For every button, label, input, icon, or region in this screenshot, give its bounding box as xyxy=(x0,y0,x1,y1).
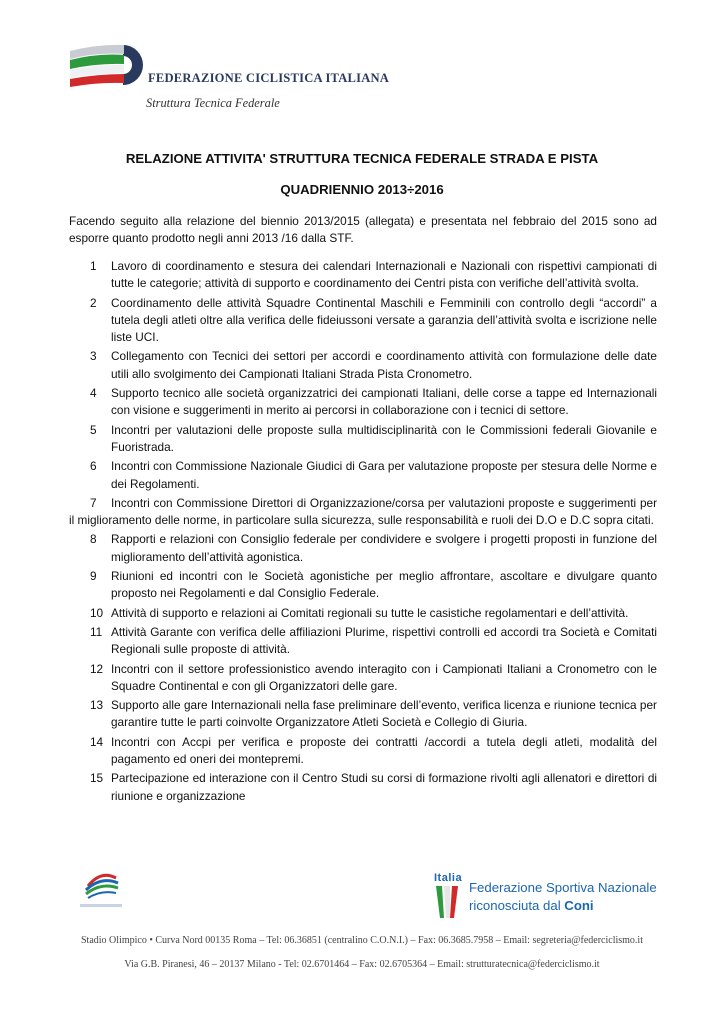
org-subtitle: Struttura Tecnica Federale xyxy=(146,96,280,110)
italia-wordmark: Italia xyxy=(434,872,463,884)
tricolor-flag-icon xyxy=(430,884,466,920)
intro-paragraph: Facendo seguito alla relazione del biennio 2013/2015 (allegata) e presentata nel febbraio del 2015 sono ad esporre quanto prodotto negli anni 2013 /16 dalla STF. xyxy=(69,214,657,245)
item-number: 15 xyxy=(90,771,104,786)
item-text: Collegamento con Tecnici dei settori per accordi e coordinamento attività con formulazione delle date utili allo svolgimento dei Campionati Italiani Strada Pista Cronometro. xyxy=(111,349,657,381)
item-number: 6 xyxy=(90,459,97,474)
item-number: 8 xyxy=(90,532,97,547)
item-number: 14 xyxy=(90,734,104,749)
list-item xyxy=(69,624,657,659)
list-item xyxy=(69,531,657,566)
footer-address-milan: Via G.B. Piranesi, 46 – 20137 Milano - Tel: 02.6701464 – Fax: 02.6705364 – Email: strutturatecnica@federciclismo.it xyxy=(124,959,600,970)
list-item xyxy=(69,258,657,293)
list-item xyxy=(69,770,657,805)
item-number: 7 xyxy=(90,495,97,510)
list-item xyxy=(69,495,657,530)
list-item xyxy=(69,734,657,769)
item-text: Supporto tecnico alle società organizzatrici dei campionati Italiani, delle corse a tappe ed Internazionali con visione e suggerimenti in merito ai percorsi in collaborazione con i tecnici di settore. xyxy=(111,386,657,418)
fci-logo-icon xyxy=(68,42,150,88)
item-text: Supporto alle gare Internazionali nella fase preliminare dell’evento, verifica licenza e riunione tecnica per garantire tutte le parti coinvolte Organizzatore Atleti Società e Collegio di Giuria. xyxy=(111,698,657,730)
item-text: Riunioni ed incontri con le Società agonistiche per meglio affrontare, ascoltare e divulgare quanto proposto nei Regolamenti e dal Consiglio Federale. xyxy=(111,569,657,601)
item-number: 1 xyxy=(90,259,97,273)
fsn-subtitle-text: riconosciuta dal xyxy=(469,898,565,913)
fsn-title: Federazione Sportiva Nazionale xyxy=(469,880,657,895)
item-number: 4 xyxy=(90,386,97,401)
list-item xyxy=(69,422,657,457)
coni-wordmark: Coni xyxy=(564,898,594,913)
item-number: 13 xyxy=(90,698,104,713)
list-item xyxy=(69,568,657,603)
list-item xyxy=(69,348,657,383)
item-number: 11 xyxy=(90,624,103,639)
item-text: Incontri per valutazioni delle proposte sulla multidisciplinarità con le Commissioni federali Giovanile e Fuoristrada. xyxy=(111,422,657,454)
item-text: Coordinamento delle attività Squadre Continental Maschili e Femminili con controllo degli “accordi” a tutela degli atleti oltre alla verifica delle fideiussoni versate a garanzia dell’attività svolta e iscrizione nelle liste UCI. xyxy=(111,295,657,345)
item-text: Lavoro di coordinamento e stesura dei calendari Internazionali e Nazionali con rispettivi campionati di tutte le categorie; attività di supporto e coordinamento dei Centri pista con verifiche dell’attività svolta. xyxy=(111,259,657,291)
list-item xyxy=(69,295,657,347)
item-text: Rapporti e relazioni con Consiglio federale per condividere e svolgere i progetti proposti in funzione del miglioramento dell’attività agonistica. xyxy=(111,532,657,564)
item-text: Incontri con il settore professionistico avendo interagito con i Campionati Italiani a Cronometro con le Squadre Continental e con gli Organizzatori delle gare. xyxy=(111,661,657,693)
org-name: FEDERAZIONE CICLISTICA ITALIANA xyxy=(148,71,390,85)
document-title: RELAZIONE ATTIVITA' STRUTTURA TECNICA FEDERALE STRADA E PISTA xyxy=(125,151,599,166)
cip-logo-icon xyxy=(74,868,128,910)
list-item xyxy=(69,605,657,622)
list-item xyxy=(69,661,657,696)
fsn-subtitle xyxy=(469,898,594,913)
item-text: Incontri con Commissione Direttori di Organizzazione/corsa per valutazioni proposte e suggerimenti per il miglioramento delle norme, in particolare sulla sicurezza, sulle responsabilità e ruoli dei D.O e D.C sopra citati. xyxy=(69,495,657,528)
item-number: 10 xyxy=(90,605,104,620)
item-text: Attività Garante con verifica delle affiliazioni Plurime, rispettivi controlli ed accordi tra Società e Comitati Regionali sulle proposte di attività. xyxy=(111,624,657,657)
list-item xyxy=(69,385,657,420)
item-text: Incontri con Accpi per verifica e proposte dei contratti /accordi a tutela degli atleti, modalità del pagamento ed oneri dei montepremi. xyxy=(111,734,657,767)
item-text: Incontri con Commissione Nazionale Giudici di Gara per valutazione proposte per stesura delle Norme e dei Regolamenti. xyxy=(111,459,657,491)
footer-address-rome: Stadio Olimpico • Curva Nord 00135 Roma – Tel: 06.36851 (centralino C.O.N.I.) – Fax: 06.3685.7958 – Email: segreteria@federciclismo.it xyxy=(80,935,643,946)
list-item xyxy=(69,458,657,493)
activity-list xyxy=(69,258,657,807)
list-item xyxy=(69,697,657,732)
item-text: Attività di supporto e relazioni ai Comitati regionali su tutte le casistiche regolamentari e dell’attività. xyxy=(111,605,629,620)
item-number: 12 xyxy=(90,661,104,676)
item-number: 3 xyxy=(90,349,97,364)
item-text: Partecipazione ed interazione con il Centro Studi su corsi di formazione rivolti agli allenatori e direttori di riunione e organizzazione xyxy=(111,771,657,803)
document-period: QUADRIENNIO 2013÷2016 xyxy=(280,182,444,197)
item-number: 9 xyxy=(90,569,97,584)
item-number: 2 xyxy=(90,295,97,310)
item-number: 5 xyxy=(90,422,97,437)
coni-fsn-logo xyxy=(426,872,666,920)
